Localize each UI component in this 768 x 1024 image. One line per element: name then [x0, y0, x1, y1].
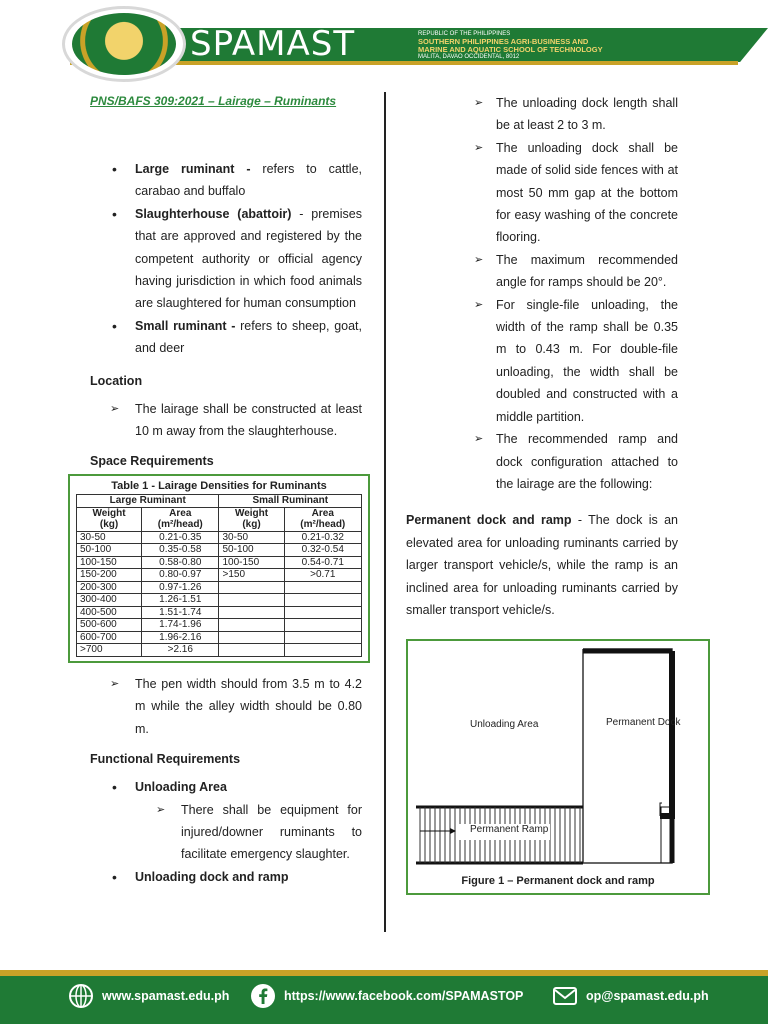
dock-item: ➢ The recommended ramp and dock configuration attached to the lairage are the following: [406, 428, 678, 495]
functional-list-2 [90, 866, 362, 888]
label-permanent-dock: Permanent Dock [606, 717, 681, 729]
table-row: 50-100 0.35-0.58 50-100 0.32-0.54 [77, 544, 362, 557]
globe-icon [68, 983, 94, 1009]
col-weight-small: Weight (kg) [219, 507, 284, 531]
right-column [406, 92, 681, 895]
mail-icon [552, 983, 578, 1009]
unloading-area-sublist [136, 799, 362, 866]
facebook-link[interactable]: https://www.facebook.com/SPAMASTOP [284, 989, 524, 1003]
unloading-area-item: ➢ There shall be equipment for injured/downer ruminants to facilitate emergency slaughter. [136, 799, 362, 866]
website-link[interactable]: www.spamast.edu.ph [102, 989, 230, 1003]
dock-item: ➢ The maximum recommended angle for ramps should be 20°. [406, 249, 678, 294]
page-footer [0, 970, 768, 1024]
label-permanent-ramp: Permanent Ramp [470, 824, 549, 836]
email-link[interactable]: op@spamast.edu.ph [586, 989, 709, 1003]
functional-list [90, 776, 362, 798]
table-row: 500-600 1.74-1.96 [77, 619, 362, 632]
space-heading: Space Requirements [90, 454, 214, 469]
column-divider [384, 92, 386, 932]
definition-item: • Slaughterhouse (abattoir) - premises that are approved and registered by the competent authority or official agency having jurisdiction in which food animals are slaughtered for human consumption [90, 203, 362, 315]
table-title: Table 1 - Lairage Densities for Ruminants [111, 480, 327, 493]
facebook-icon [250, 983, 276, 1009]
school-line-3: MARINE AND AQUATIC SCHOOL OF TECHNOLOGY [418, 45, 603, 54]
lairage-density-table [68, 474, 370, 663]
table-row: >700 >2.16 [77, 644, 362, 657]
space-item: ➢ The pen width should from 3.5 m to 4.2 m while the alley width should be 0.80 m. [90, 673, 362, 740]
dock-item: ➢ The unloading dock shall be made of solid side fences with at most 50 mm gap at the bottom for easy washing of the concrete flooring. [406, 137, 678, 249]
table-row: 300-400 1.26-1.51 [77, 594, 362, 607]
school-line-1: REPUBLIC OF THE PHILIPPINES [418, 31, 511, 37]
col-area-large: Area (m²/head) [142, 507, 219, 531]
table-row: 200-300 0.97-1.26 [77, 581, 362, 594]
definition-item: • Small ruminant - refers to sheep, goat, and deer [90, 315, 362, 360]
functional-heading: Functional Requirements [90, 752, 241, 767]
school-name-block [418, 31, 603, 61]
footer-facebook[interactable] [250, 983, 523, 1009]
label-unloading-area: Unloading Area [470, 719, 539, 731]
table-row: 600-700 1.96-2.16 [77, 631, 362, 644]
figure-permanent-dock [406, 639, 710, 895]
location-list [90, 398, 362, 443]
table-row: 30-50 0.21-0.35 30-50 0.21-0.32 [77, 531, 362, 544]
school-line-4: MALITA, DAVAO OCCIDENTAL, 8012 [418, 54, 520, 60]
definitions-list [90, 158, 362, 360]
table-row: 150-200 0.80-0.97 >150 >0.71 [77, 569, 362, 582]
location-heading: Location [90, 373, 143, 388]
dock-requirements-list [406, 92, 678, 495]
col-area-small: Area (m²/head) [284, 507, 361, 531]
dock-ramp-diagram [408, 641, 708, 893]
dock-item: ➢ For single-file unloading, the width of the ramp shall be 0.35 m to 0.43 m. For double-file unloading, the width shall be doubled and constructed with a middle partition. [406, 294, 678, 428]
functional-item: • Unloading Area [90, 776, 362, 798]
group-large-header: Large Ruminant [77, 495, 219, 508]
table-row: 400-500 1.51-1.74 [77, 606, 362, 619]
left-column [80, 92, 362, 888]
document-title: PNS/BAFS 309:2021 – Lairage – Ruminants [90, 94, 337, 108]
footer-website[interactable] [68, 983, 229, 1009]
brand-name: SPAMAST [190, 24, 356, 64]
definition-item: • Large ruminant - refers to cattle, carabao and buffalo [90, 158, 362, 203]
footer-email[interactable] [552, 983, 709, 1009]
school-line-2: SOUTHERN PHILIPPINES AGRI-BUSINESS AND [418, 37, 589, 46]
school-seal-logo [62, 6, 186, 82]
permanent-dock-paragraph: Permanent dock and ramp - The dock is an elevated area for unloading ruminants carried by larger transport vehicle/s, while the ramp is an inclined area for unloading ruminants carried by smaller transport vehicle/s. [406, 513, 678, 617]
page-header [0, 0, 768, 84]
figure-caption: Figure 1 – Permanent dock and ramp [461, 875, 655, 888]
ramp-hatching [416, 807, 583, 863]
group-small-header: Small Ruminant [219, 495, 362, 508]
space-list [90, 673, 362, 740]
dock-item: ➢ The unloading dock length shall be at least 2 to 3 m. [406, 92, 678, 137]
location-item: ➢ The lairage shall be constructed at least 10 m away from the slaughterhouse. [90, 398, 362, 443]
table-row: 100-150 0.58-0.80 100-150 0.54-0.71 [77, 556, 362, 569]
functional-item: • Unloading dock and ramp [90, 866, 362, 888]
col-weight-large: Weight (kg) [77, 507, 142, 531]
density-table [76, 494, 362, 657]
